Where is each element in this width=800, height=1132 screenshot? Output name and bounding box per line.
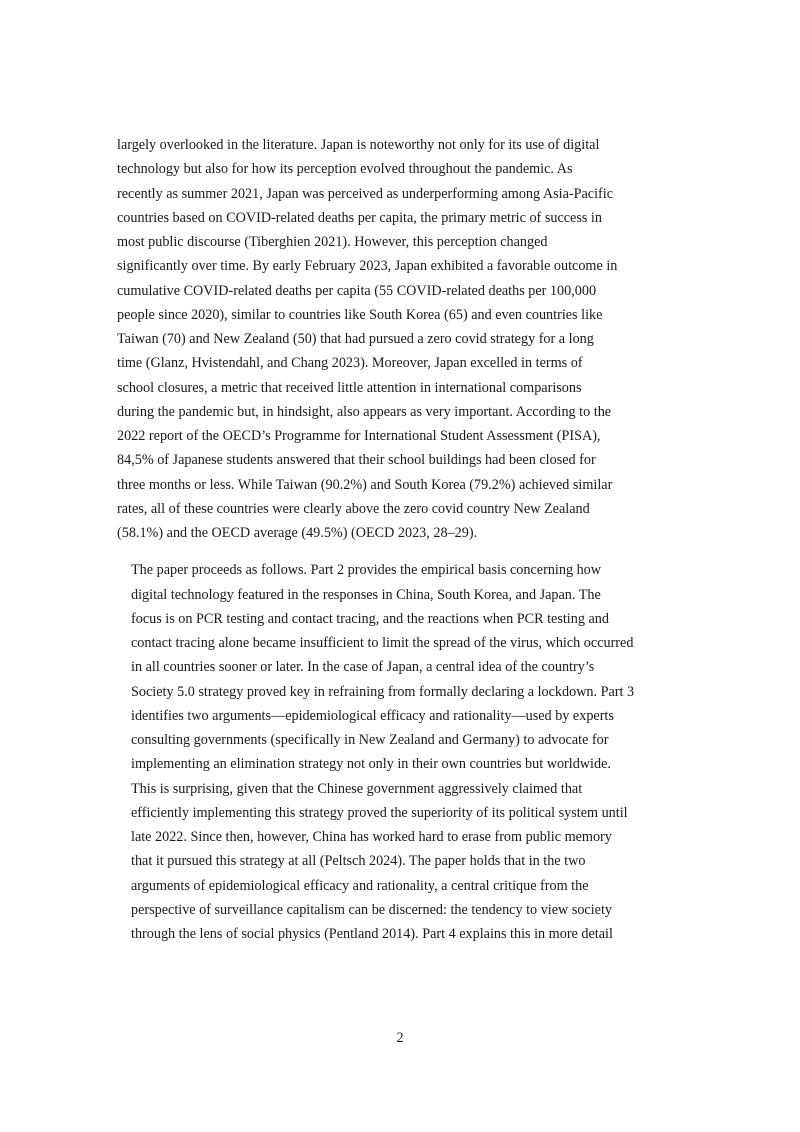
text-line: school closures, a metric that received little attention in international comparisons <box>117 379 582 396</box>
text-line: technology but also for how its perception evolved throughout the pandemic. As <box>117 161 573 178</box>
text-line: cumulative COVID-related deaths per capita (55 COVID-related deaths per 100,000 <box>117 282 597 299</box>
text-line: arguments of epidemiological efficacy and rationality, a central critique from the <box>131 877 589 894</box>
text-line: people since 2020), similar to countries like South Korea (65) and even countries like <box>117 306 603 323</box>
text-line: implementing an elimination strategy not only in their own countries but worldwide. <box>131 756 611 773</box>
text-line: consulting governments (specifically in New Zealand and Germany) to advocate for <box>131 732 609 748</box>
text-line: countries based on COVID-related deaths per capita, the primary metric of success in <box>117 209 602 226</box>
text-line: 2022 report of the OECD’s Programme for International Student Assessment (PISA), <box>117 428 601 444</box>
text-line: efficiently implementing this strategy proved the superiority of its political system until <box>131 804 628 821</box>
paragraph-2 <box>117 558 683 946</box>
text-line: largely overlooked in the literature. Japan is noteworthy not only for its use of digital <box>117 137 600 153</box>
text-line: Taiwan (70) and New Zealand (50) that had pursued a zero covid strategy for a long <box>117 331 594 347</box>
text-line: most public discourse (Tiberghien 2021). However, this perception changed <box>117 234 548 250</box>
text-line: that it pursued this strategy at all (Peltsch 2024). The paper holds that in the two <box>131 853 586 870</box>
text-line: significantly over time. By early February 2023, Japan exhibited a favorable outcome in <box>117 258 618 275</box>
text-line: (58.1%) and the OECD average (49.5%) (OECD 2023, 28–29). <box>117 525 478 541</box>
page-number: 2 <box>396 1030 404 1046</box>
text-line: focus is on PCR testing and contact tracing, and the reactions when PCR testing and <box>131 610 609 627</box>
text-line: in all countries sooner or later. In the case of Japan, a central idea of the country’s <box>131 659 595 676</box>
text-line: 84,5% of Japanese students answered that their school buildings had been closed for <box>117 452 596 469</box>
paragraph-1 <box>117 133 683 545</box>
text-line: identifies two arguments—epidemiological efficacy and rationality—used by experts <box>131 707 614 724</box>
text-line: late 2022. Since then, however, China has worked hard to erase from public memory <box>131 829 612 845</box>
text-line: during the pandemic but, in hindsight, also appears as very important. According to the <box>117 403 612 420</box>
text-line: three months or less. While Taiwan (90.2%) and South Korea (79.2%) achieved similar <box>117 476 613 493</box>
text-line: Society 5.0 strategy proved key in refraining from formally declaring a lockdown. Part 3 <box>131 683 635 700</box>
text-line: time (Glanz, Hvistendahl, and Chang 2023). Moreover, Japan excelled in terms of <box>117 355 583 372</box>
body-text <box>117 133 683 946</box>
text-line: This is surprising, given that the Chinese government aggressively claimed that <box>131 780 583 797</box>
text-line: rates, all of these countries were clearly above the zero covid country New Zealand <box>117 500 590 517</box>
text-line: contact tracing alone became insufficient to limit the spread of the virus, which occurred <box>131 635 634 651</box>
text-line: The paper proceeds as follows. Part 2 provides the empirical basis concerning how <box>131 562 602 579</box>
text-line: through the lens of social physics (Pentland 2014). Part 4 explains this in more detail <box>131 926 613 942</box>
text-line: recently as summer 2021, Japan was perceived as underperforming among Asia-Pacific <box>117 185 614 202</box>
text-line: perspective of surveillance capitalism can be discerned: the tendency to view society <box>131 901 613 918</box>
text-line: digital technology featured in the responses in China, South Korea, and Japan. The <box>131 586 601 603</box>
